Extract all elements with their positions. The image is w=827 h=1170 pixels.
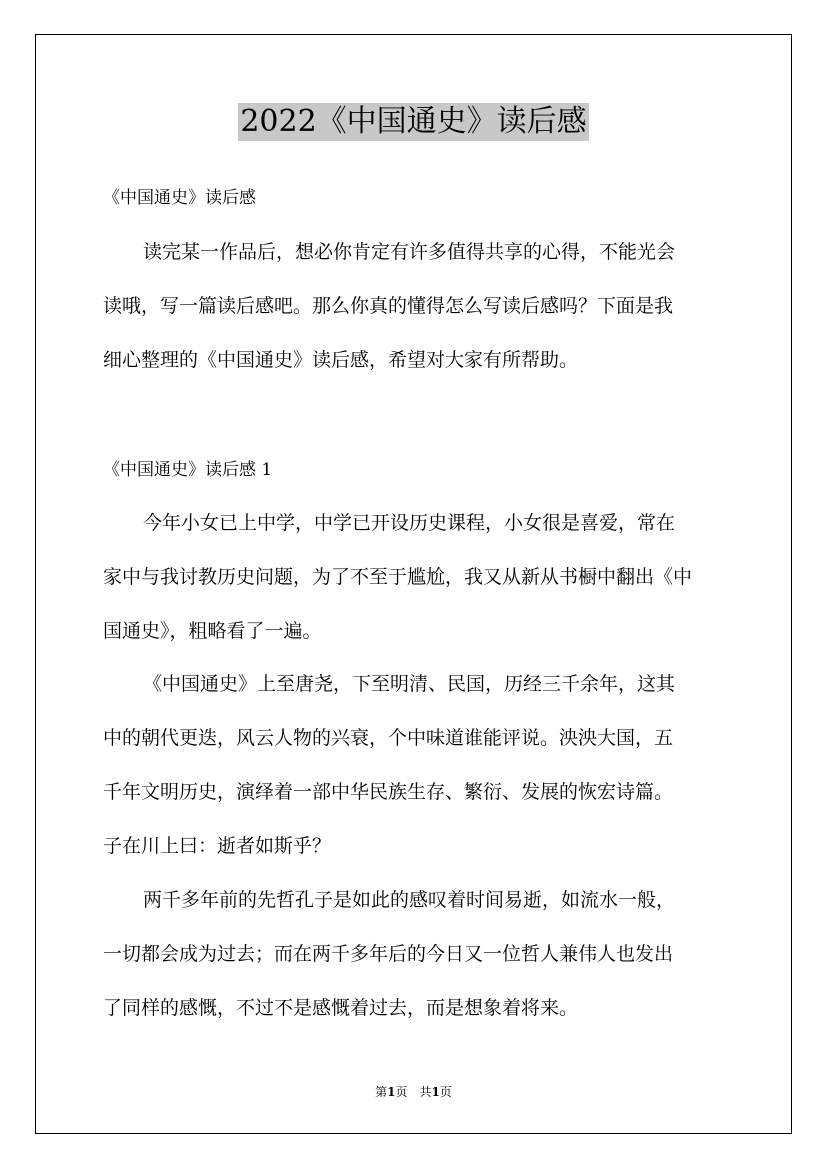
- footer-page-total: 1: [431, 1085, 440, 1099]
- body-line-3: 国通史》，粗略看了一遍。: [103, 620, 322, 642]
- footer-page-prefix: 第: [375, 1085, 388, 1099]
- body-line-6: 千年文明历史，演绎着一部中华民族生存、繁衍、发展的恢宏诗篇。: [103, 781, 674, 803]
- body-line-4: 《中国通史》上至唐尧，下至明清、民国，历经三千余年，这其: [143, 673, 676, 695]
- body-line-8: 两千多年前的先哲孔子是如此的感叹着时间易逝，如流水一般，: [143, 889, 676, 911]
- document-subtitle: 《中国通史》读后感: [103, 188, 256, 208]
- document-title: 2022《中国通史》读后感: [240, 104, 587, 139]
- body-line-9: 一切都会成为过去；而在两千多年后的今日又一位哲人兼伟人也发出: [103, 943, 674, 965]
- footer-page-suffix: 页: [439, 1085, 452, 1099]
- intro-line-1: 读完某一作品后，想必你肯定有许多值得共享的心得，不能光会: [143, 241, 676, 263]
- intro-line-3: 细心整理的《中国通史》读后感，希望对大家有所帮助。: [103, 349, 579, 371]
- body-line-7: 子在川上曰：逝者如斯乎？: [103, 835, 332, 857]
- intro-line-2: 读哦，写一篇读后感吧。那么你真的懂得怎么写读后感吗？下面是我: [103, 295, 674, 317]
- section-heading: 《中国通史》读后感 1: [103, 460, 273, 480]
- footer-page-number: 1: [387, 1085, 396, 1099]
- footer-page-mid: 页 共: [395, 1085, 432, 1099]
- body-line-2: 家中与我讨教历史问题，为了不至于尴尬，我又从新从书橱中翻出《中: [103, 566, 693, 588]
- body-line-10: 了同样的感慨，不过不是感慨着过去，而是想象着将来。: [103, 997, 579, 1019]
- page-footer: [0, 1083, 827, 1100]
- body-line-1: 今年小女已上中学，中学已开设历史课程，小女很是喜爱，常在: [143, 512, 676, 534]
- body-line-5: 中的朝代更迭，风云人物的兴衰，个中味道谁能评说。泱泱大国，五: [103, 727, 674, 749]
- title-container: [0, 103, 827, 141]
